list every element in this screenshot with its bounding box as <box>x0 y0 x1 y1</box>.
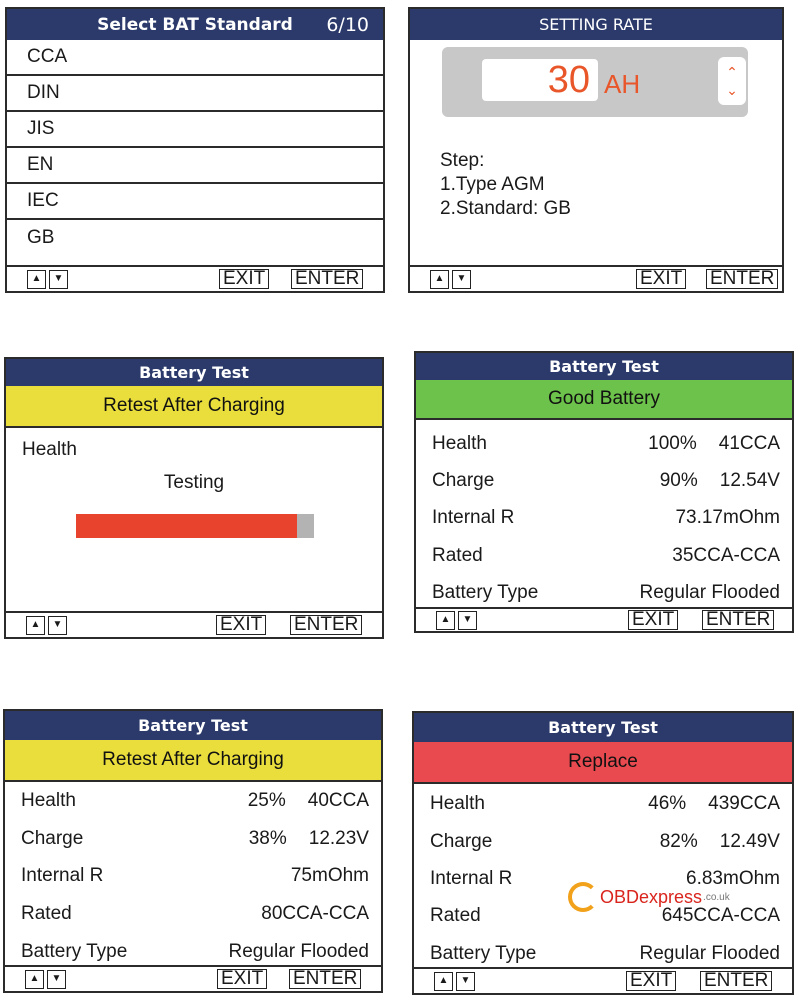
result-value-primary: 25% <box>247 790 286 811</box>
enter-button[interactable]: ENTER <box>706 269 778 289</box>
result-value-secondary: 73.17mOhm <box>675 507 780 528</box>
battery-testing-screen <box>4 357 384 639</box>
result-label: Battery Type <box>21 941 128 962</box>
result-label: Health <box>21 790 76 811</box>
result-value-secondary: 80CCA-CCA <box>261 903 369 924</box>
chevron-up-icon: ▲ <box>29 973 40 984</box>
arrow-up-button[interactable] <box>430 270 449 289</box>
result-value-secondary: 439CCA <box>708 793 780 814</box>
result-label: Internal R <box>21 865 104 886</box>
menu-item-label: IEC <box>27 190 59 211</box>
page-counter: 6/10 <box>326 13 369 36</box>
good-battery-screen <box>414 351 794 633</box>
result-value-secondary: 645CCA-CCA <box>661 905 780 926</box>
rate-value-field[interactable] <box>482 59 598 101</box>
result-value-secondary: Regular Flooded <box>228 941 369 962</box>
status-banner-text: Retest After Charging <box>103 395 285 416</box>
menu-item-label: JIS <box>27 118 55 139</box>
result-value-secondary: 6.83mOhm <box>686 868 780 889</box>
result-value-primary: 100% <box>648 433 697 454</box>
exit-button[interactable]: EXIT <box>628 610 678 630</box>
chevron-down-icon: ▼ <box>456 273 467 284</box>
chevron-down-icon: ▼ <box>53 273 64 284</box>
result-label: Health <box>430 793 485 814</box>
menu-item-label: GB <box>27 227 55 248</box>
result-label: Health <box>432 433 487 454</box>
menu-item-label: DIN <box>27 82 60 103</box>
menu-item-label: EN <box>27 154 54 175</box>
chevron-up-icon[interactable]: ⌃ <box>726 64 738 80</box>
rate-spinner[interactable] <box>718 57 746 105</box>
chevron-up-icon: ▲ <box>31 273 42 284</box>
step-info <box>440 149 571 221</box>
status-banner <box>6 386 382 428</box>
result-label: Charge <box>21 828 84 849</box>
result-label: Battery Type <box>432 582 539 603</box>
result-value-primary: 90% <box>659 470 698 491</box>
result-row-health <box>5 784 381 818</box>
arrow-down-button[interactable] <box>456 972 475 991</box>
exit-button[interactable]: EXIT <box>216 615 266 635</box>
step-standard: 2.Standard: GB <box>440 198 571 219</box>
result-label: Internal R <box>430 868 513 889</box>
result-row-battery-type <box>416 576 792 610</box>
screen-title-bar <box>6 359 382 386</box>
result-row-battery-type <box>5 935 381 969</box>
testing-status: Testing <box>163 472 225 493</box>
result-row-health <box>416 427 792 461</box>
result-row-charge <box>5 822 381 856</box>
status-banner-text: Retest After Charging <box>102 749 284 770</box>
result-row-rated <box>5 897 381 931</box>
rate-unit: AH <box>604 69 641 99</box>
arrow-up-button[interactable] <box>436 611 455 630</box>
chevron-up-icon: ▲ <box>30 619 41 630</box>
status-banner <box>414 742 792 784</box>
chevron-down-icon: ▼ <box>52 619 63 630</box>
enter-button[interactable]: ENTER <box>291 269 363 289</box>
result-value-secondary: 12.54V <box>719 470 780 491</box>
enter-button[interactable]: ENTER <box>700 971 772 991</box>
screen-title: Battery Test <box>549 357 659 376</box>
chevron-down-icon: ▼ <box>460 975 471 986</box>
chevron-down-icon: ▼ <box>51 973 62 984</box>
arrow-down-button[interactable] <box>49 270 68 289</box>
status-banner <box>5 740 381 782</box>
result-value-secondary: 12.49V <box>719 831 780 852</box>
result-value-secondary: 41CCA <box>718 433 780 454</box>
screen-title-bar <box>7 9 383 40</box>
result-value-primary: 46% <box>648 793 687 814</box>
screen-title: Battery Test <box>138 716 248 735</box>
retest-result-screen <box>3 709 383 993</box>
health-label: Health <box>22 439 77 460</box>
watermark-suffix: .co.uk <box>703 891 730 903</box>
result-row-battery-type <box>414 937 792 971</box>
arrow-down-button[interactable] <box>458 611 477 630</box>
screen-title: Battery Test <box>548 718 658 737</box>
result-value-secondary: Regular Flooded <box>639 582 780 603</box>
rate-input-panel <box>442 47 748 117</box>
arrow-up-button[interactable] <box>25 970 44 989</box>
result-value-secondary: 12.23V <box>308 828 369 849</box>
result-label: Rated <box>432 545 483 566</box>
result-row-charge <box>414 825 792 859</box>
chevron-up-icon: ▲ <box>434 273 445 284</box>
result-value-secondary: 40CCA <box>307 790 369 811</box>
step-label: Step: <box>440 150 485 171</box>
menu-item-gb[interactable] <box>7 220 383 256</box>
result-label: Rated <box>21 903 72 924</box>
exit-button[interactable]: EXIT <box>636 269 686 289</box>
watermark-logo <box>568 882 730 912</box>
screen-title-bar <box>410 9 782 40</box>
result-label: Battery Type <box>430 943 537 964</box>
progress-bar-fill <box>76 514 297 538</box>
result-label: Internal R <box>432 507 515 528</box>
result-value-secondary: 35CCA-CCA <box>672 545 780 566</box>
exit-button[interactable]: EXIT <box>219 269 269 289</box>
setting-rate-screen <box>408 7 784 293</box>
screen-title-bar <box>416 353 792 380</box>
result-row-internal-r <box>416 501 792 535</box>
enter-button[interactable]: ENTER <box>289 969 361 989</box>
screen-title: Select BAT Standard <box>97 14 293 35</box>
footer-bar <box>7 265 383 291</box>
footer-bar <box>416 607 792 631</box>
screen-title-bar <box>5 711 381 740</box>
watermark-text: OBDexpress <box>600 886 703 907</box>
footer-bar <box>410 265 782 291</box>
result-row-internal-r <box>5 859 381 893</box>
arrow-down-button[interactable] <box>452 270 471 289</box>
result-value-secondary: 75mOhm <box>290 865 369 886</box>
step-type: 1.Type AGM <box>440 174 545 195</box>
logo-ring-icon <box>568 882 598 912</box>
arrow-up-button[interactable] <box>27 270 46 289</box>
screen-title: SETTING RATE <box>539 15 653 34</box>
screen-title-bar <box>414 713 792 742</box>
arrow-up-button[interactable] <box>434 972 453 991</box>
footer-bar <box>6 611 382 637</box>
exit-button[interactable]: EXIT <box>217 969 267 989</box>
result-label: Charge <box>432 470 495 491</box>
rate-value: 30 <box>547 59 590 101</box>
footer-bar <box>414 967 792 993</box>
arrow-up-button[interactable] <box>26 616 45 635</box>
status-banner-text: Good Battery <box>548 388 660 409</box>
menu-item-iec[interactable] <box>7 184 383 220</box>
result-label: Charge <box>430 831 493 852</box>
replace-result-screen <box>412 711 794 995</box>
chevron-down-icon[interactable]: ⌄ <box>726 82 738 98</box>
menu-item-en[interactable] <box>7 148 383 184</box>
progress-bar <box>76 514 314 538</box>
result-row-health <box>414 787 792 821</box>
select-bat-standard-screen <box>5 7 385 293</box>
menu-item-cca[interactable] <box>7 40 383 76</box>
footer-bar <box>5 965 381 991</box>
result-row-rated <box>416 539 792 573</box>
result-value-primary: 82% <box>659 831 698 852</box>
arrow-down-button[interactable] <box>48 616 67 635</box>
exit-button[interactable]: EXIT <box>626 971 676 991</box>
menu-item-label: CCA <box>27 46 68 67</box>
result-label: Rated <box>430 905 481 926</box>
status-banner-text: Replace <box>568 751 638 772</box>
enter-button[interactable]: ENTER <box>290 615 362 635</box>
menu-item-jis[interactable] <box>7 112 383 148</box>
status-banner <box>416 380 792 420</box>
enter-button[interactable]: ENTER <box>702 610 774 630</box>
chevron-down-icon: ▼ <box>462 614 473 625</box>
result-value-secondary: Regular Flooded <box>639 943 780 964</box>
result-value-primary: 38% <box>248 828 287 849</box>
screen-title: Battery Test <box>139 363 249 382</box>
chevron-up-icon: ▲ <box>440 614 451 625</box>
chevron-up-icon: ▲ <box>438 975 449 986</box>
menu-item-din[interactable] <box>7 76 383 112</box>
result-row-charge <box>416 464 792 498</box>
arrow-down-button[interactable] <box>47 970 66 989</box>
